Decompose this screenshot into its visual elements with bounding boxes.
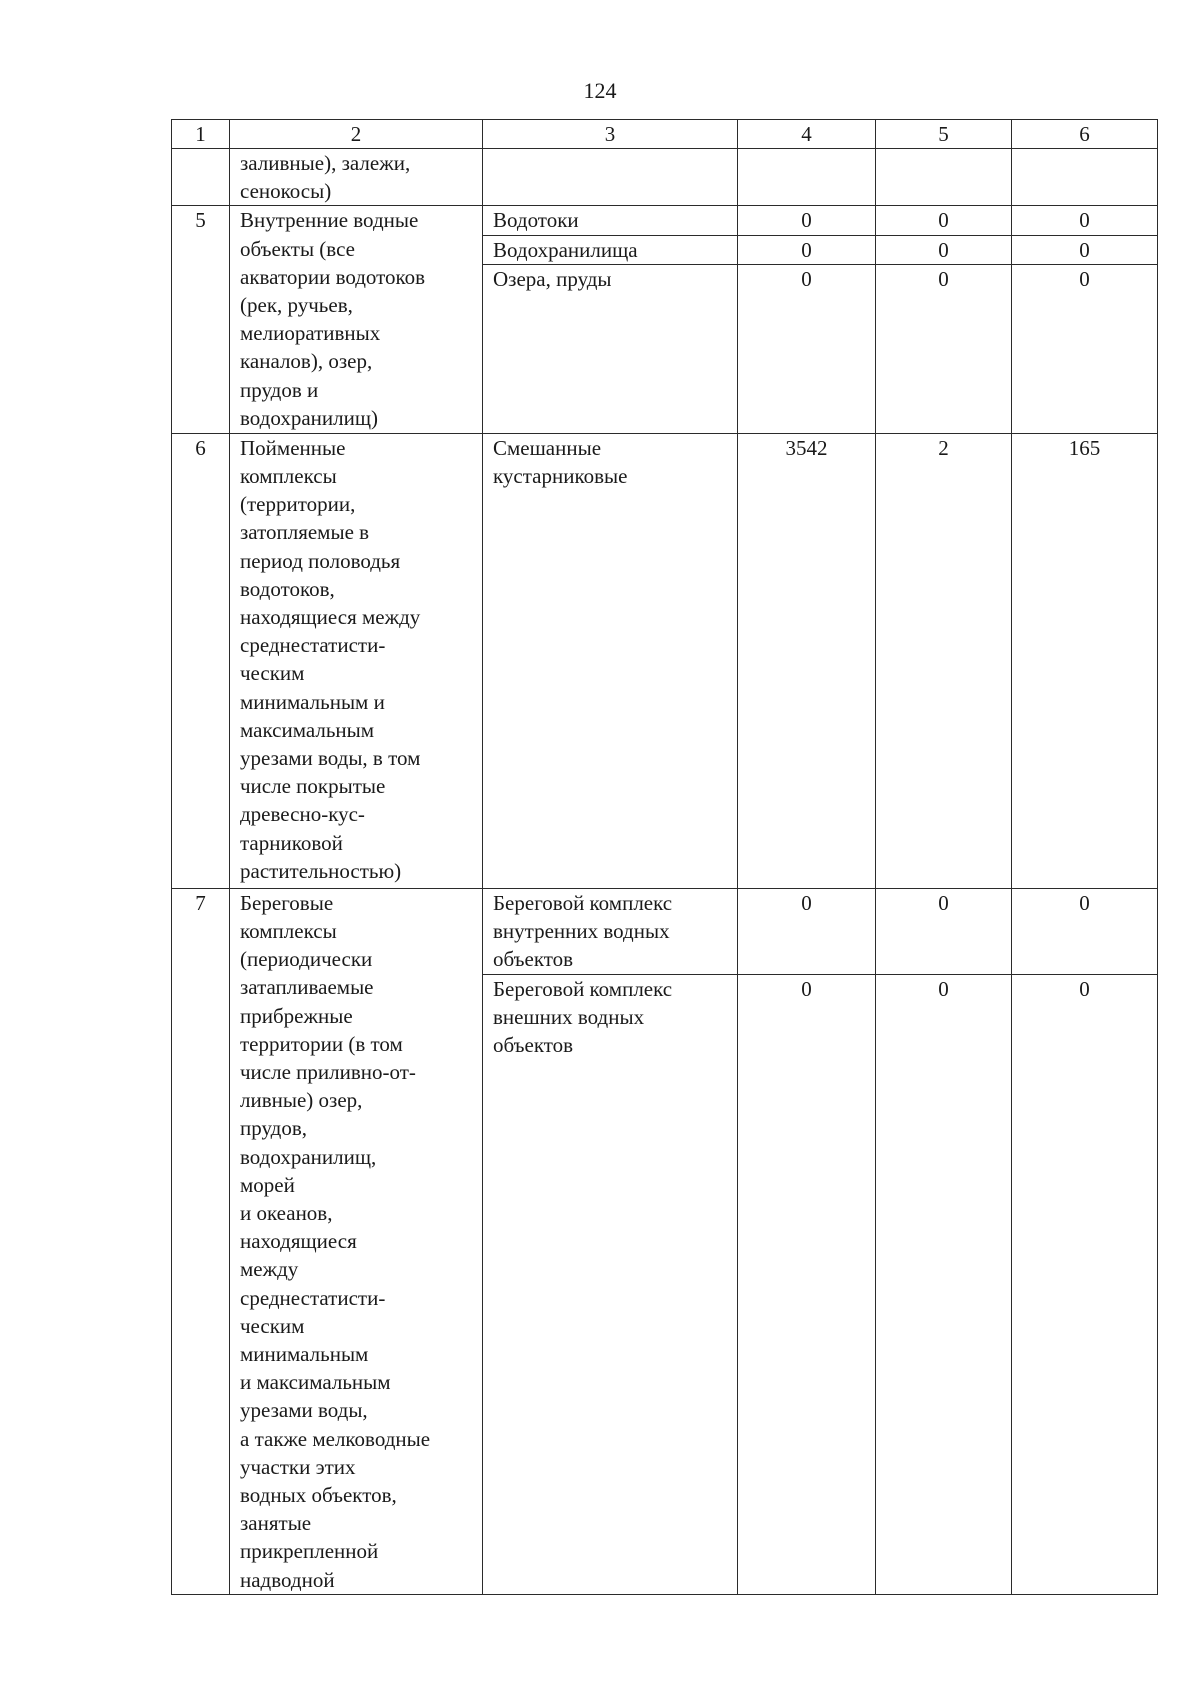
description-line: числе покрытые	[240, 774, 386, 799]
description-line: надводной	[240, 1567, 335, 1592]
description-line: находящиеся	[240, 1229, 357, 1254]
description-line: заливные), залежи,	[240, 151, 411, 175]
description-line: минимальным и	[240, 689, 385, 714]
description-line: прикрепленной	[240, 1539, 379, 1564]
table-row	[172, 433, 1158, 888]
value-cell: 2	[876, 433, 1012, 888]
row-number-cell: 7	[172, 888, 230, 1594]
description-line: Береговые	[240, 890, 334, 915]
description-line: максимальным	[240, 717, 375, 742]
description-line: тарниковой	[240, 830, 343, 855]
description-line: период половодья	[240, 548, 401, 573]
description-line: участки этих	[240, 1454, 356, 1479]
type-line: внешних водных	[493, 1005, 645, 1030]
description-line: древесно-кус-	[240, 802, 365, 827]
description-line: и максимальным	[240, 1370, 391, 1395]
type-line: объектов	[493, 947, 574, 972]
description-line: среднестатисти-	[240, 633, 386, 658]
value-cell: 0	[876, 974, 1012, 1594]
description-cell	[230, 888, 483, 1594]
type-line: Береговой комплекс	[493, 890, 673, 915]
type-line: внутренних водных	[493, 919, 670, 944]
description-line: (периодически	[240, 947, 373, 972]
description-line: растительностью)	[240, 858, 402, 883]
description-line: среднестатисти-	[240, 1285, 386, 1310]
header-row	[172, 120, 1158, 149]
value-cell	[738, 149, 876, 206]
description-line: Пойменные	[240, 435, 346, 460]
description-line: между	[240, 1257, 299, 1282]
description-line: территории (в том	[240, 1031, 403, 1056]
value-cell: 0	[738, 974, 876, 1594]
description-cell	[230, 149, 483, 206]
description-line: водотоков,	[240, 576, 335, 601]
description-line: занятые	[240, 1511, 312, 1536]
column-header: 4	[738, 120, 876, 149]
description-line: прибрежные	[240, 1003, 353, 1028]
description-cell	[230, 433, 483, 888]
description-line: а также мелководные	[240, 1426, 431, 1451]
type-line: объектов	[493, 1033, 574, 1058]
description-line: Внутренние водные	[240, 208, 419, 233]
type-line: Смешанные	[493, 435, 602, 460]
table-row	[172, 888, 1158, 974]
value-cell: 0	[738, 264, 876, 433]
description-line: мелиоративных	[240, 321, 381, 346]
description-line: затопляемые в	[240, 520, 370, 545]
row-number-cell	[172, 149, 230, 206]
description-line: каналов), озер,	[240, 349, 373, 374]
value-cell: 0	[1012, 264, 1158, 433]
type-cell	[483, 888, 738, 974]
value-cell: 0	[876, 206, 1012, 235]
column-header: 6	[1012, 120, 1158, 149]
description-line: урезами воды,	[240, 1398, 368, 1423]
value-cell: 0	[738, 235, 876, 264]
description-line: объекты (все	[240, 236, 355, 261]
description-line: водохранилищ,	[240, 1144, 377, 1169]
description-line: затапливаемые	[240, 975, 374, 1000]
type-cell: Озера, пруды	[483, 264, 738, 433]
type-line: Береговой комплекс	[493, 976, 673, 1001]
description-line: акватории водотоков	[240, 264, 426, 289]
table-row	[172, 206, 1158, 235]
type-cell: Водотоки	[483, 206, 738, 235]
description-line: ческим	[240, 1313, 305, 1338]
description-line: прудов и	[240, 377, 319, 402]
value-cell: 165	[1012, 433, 1158, 888]
description-line: и океанов,	[240, 1201, 333, 1226]
description-line: морей	[240, 1172, 295, 1197]
description-line: комплексы	[240, 464, 337, 489]
value-cell: 0	[1012, 206, 1158, 235]
value-cell	[876, 149, 1012, 206]
type-cell	[483, 974, 738, 1594]
value-cell: 3542	[738, 433, 876, 888]
value-cell: 0	[738, 888, 876, 974]
page-number: 124	[583, 78, 617, 103]
description-line: (территории,	[240, 492, 356, 517]
description-line: водных объектов,	[240, 1483, 397, 1508]
data-table	[171, 119, 1158, 1595]
description-line: водохранилищ)	[240, 405, 379, 430]
value-cell: 0	[1012, 974, 1158, 1594]
description-line: комплексы	[240, 919, 337, 944]
column-header: 3	[483, 120, 738, 149]
type-line: кустарниковые	[493, 464, 628, 489]
value-cell: 0	[1012, 888, 1158, 974]
row-number-cell: 6	[172, 433, 230, 888]
column-header: 2	[230, 120, 483, 149]
description-line: числе приливно-от-	[240, 1060, 416, 1085]
description-line: прудов,	[240, 1116, 307, 1141]
type-cell	[483, 433, 738, 888]
row-number-cell: 5	[172, 206, 230, 433]
description-line: ливные) озер,	[240, 1088, 363, 1113]
description-line: минимальным	[240, 1342, 369, 1367]
description-cell	[230, 206, 483, 433]
value-cell: 0	[876, 264, 1012, 433]
description-line: сенокосы)	[240, 179, 332, 204]
value-cell	[1012, 149, 1158, 206]
description-line: находящиеся между	[240, 605, 421, 630]
value-cell: 0	[1012, 235, 1158, 264]
value-cell: 0	[738, 206, 876, 235]
column-header: 1	[172, 120, 230, 149]
table-row	[172, 149, 1158, 206]
description-line: урезами воды, в том	[240, 746, 421, 771]
type-cell	[483, 149, 738, 206]
description-line: (рек, ручьев,	[240, 293, 353, 318]
value-cell: 0	[876, 888, 1012, 974]
column-header: 5	[876, 120, 1012, 149]
description-line: ческим	[240, 661, 305, 686]
type-cell: Водохранилища	[483, 235, 738, 264]
value-cell: 0	[876, 235, 1012, 264]
